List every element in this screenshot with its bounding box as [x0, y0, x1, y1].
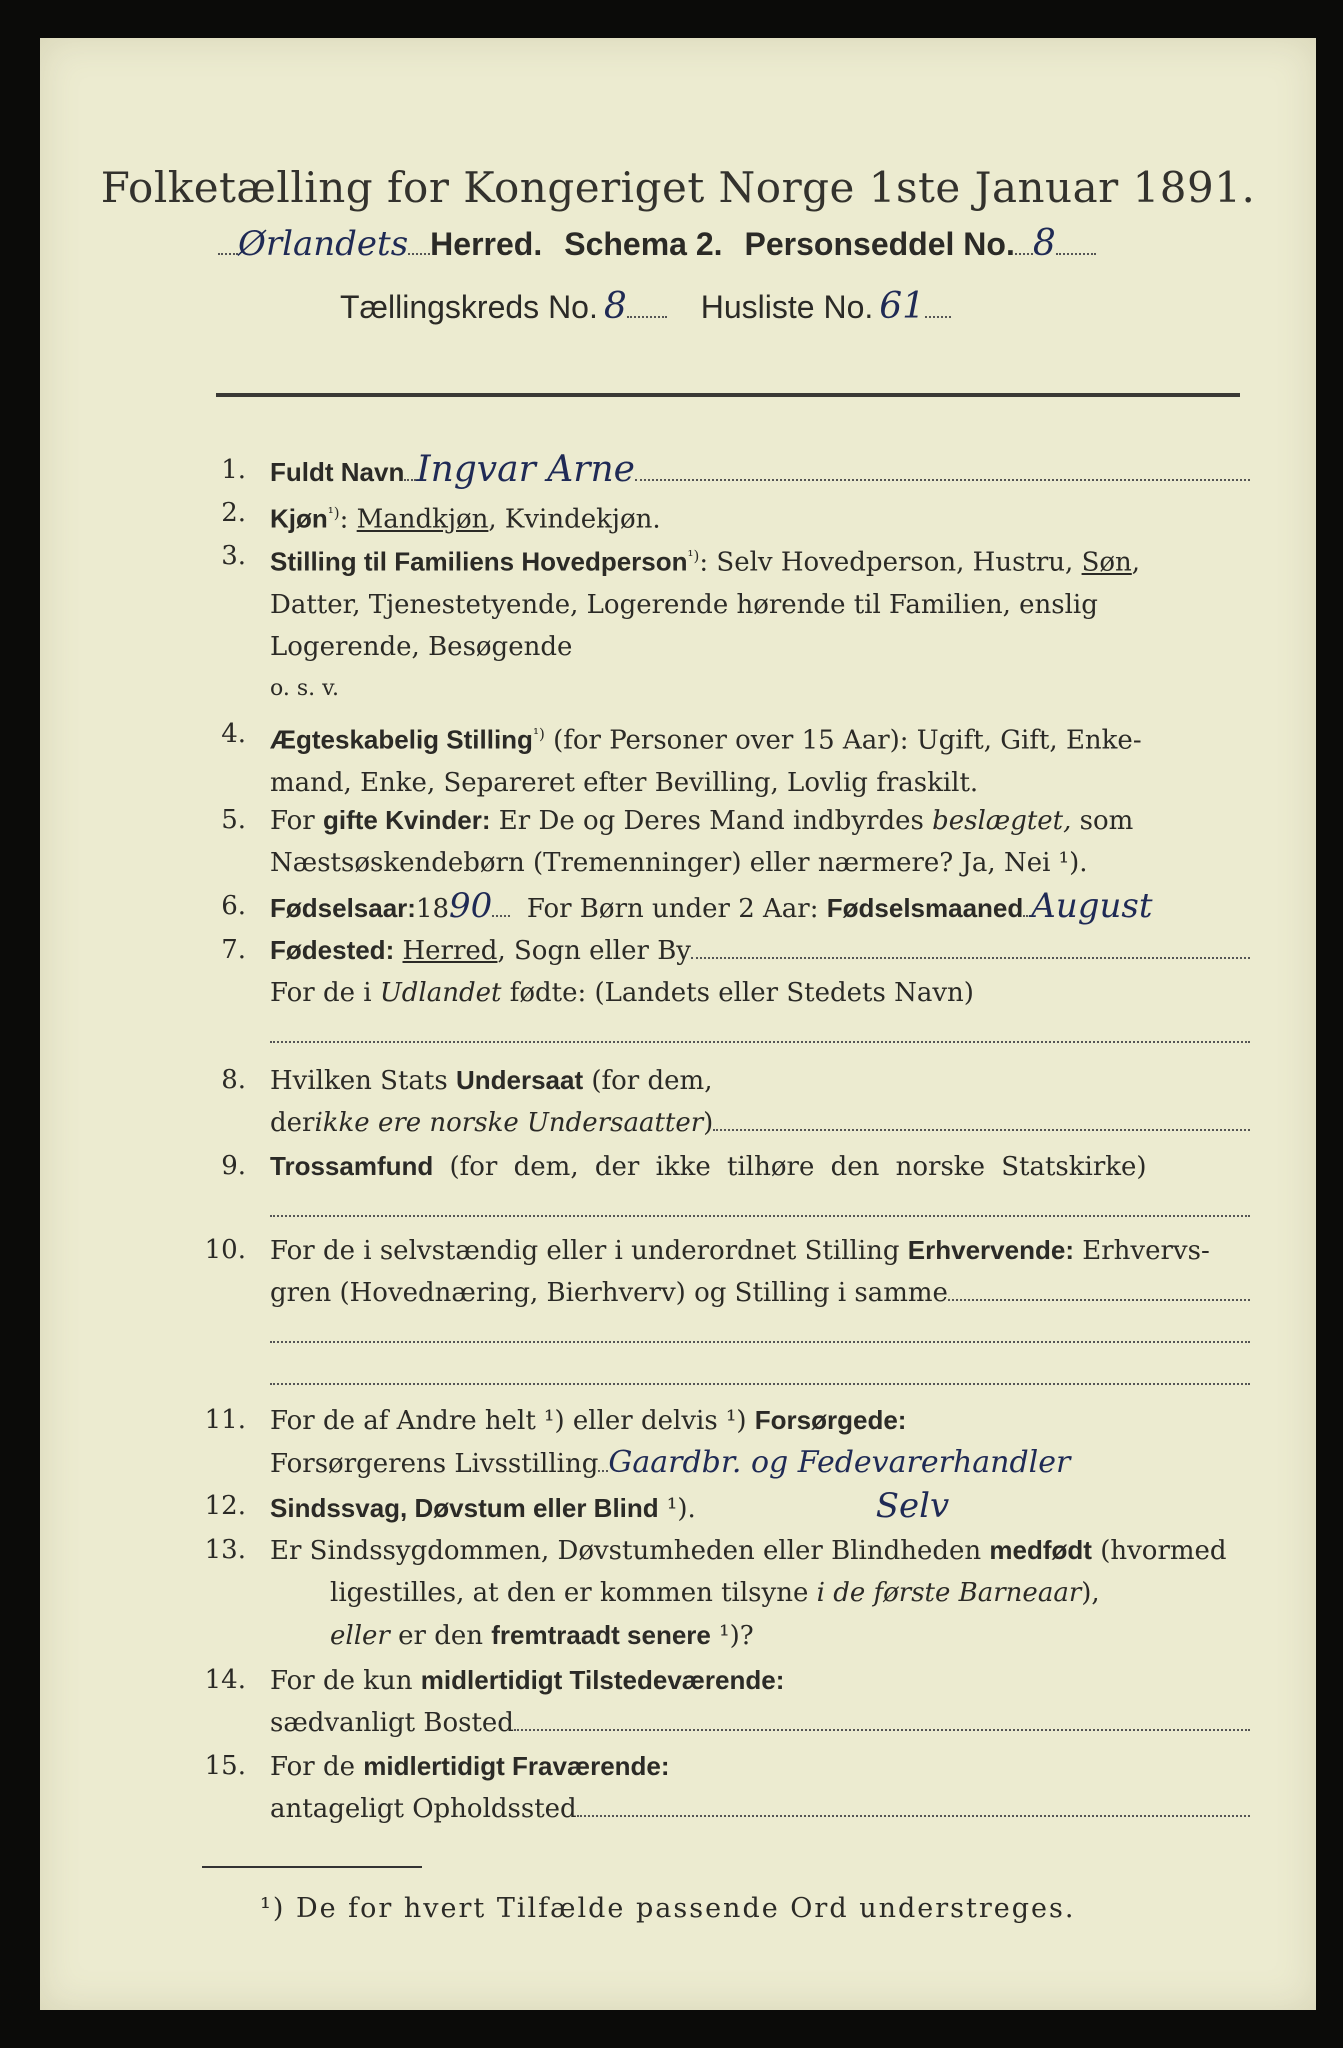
- text: fødte: (Landets eller Stedets Navn): [501, 978, 974, 1008]
- item-number: 4.: [221, 719, 246, 749]
- occupation-label: Erhvervende:: [907, 1235, 1074, 1265]
- footnote-marker: ¹): [532, 725, 545, 743]
- text: som: [1071, 806, 1134, 836]
- footnote-marker: ¹): [327, 504, 340, 522]
- header-rule: [216, 393, 1240, 397]
- text: For de: [270, 1752, 364, 1782]
- herred-value: Ørlandets: [238, 224, 409, 264]
- herred-label: Herred.: [430, 226, 543, 262]
- text: ¹)?: [710, 1621, 754, 1651]
- personseddel-label: Personseddel No.: [744, 226, 1015, 262]
- husliste-value: 61: [879, 286, 926, 327]
- text: (for dem, der ikke tilhøre den norske Statskirke): [433, 1152, 1147, 1182]
- birth-year-value: 90: [449, 886, 493, 926]
- text: ¹).: [658, 1494, 696, 1524]
- text: eller: [330, 1621, 390, 1651]
- item-number: 15.: [204, 1751, 246, 1781]
- item-number: 3.: [221, 541, 246, 571]
- item-3: [190, 536, 1250, 706]
- text: mand, Enke, Separeret efter Bevilling, Lovlig fraskilt.: [270, 767, 979, 798]
- religion-label: Trossamfund: [270, 1151, 434, 1181]
- text: (for dem,: [583, 1066, 713, 1096]
- item-number: 14.: [204, 1665, 246, 1695]
- item-number: 10.: [204, 1235, 246, 1265]
- text: Er De og Deres Mand indbyrdes: [490, 806, 933, 836]
- item-number: 5.: [221, 805, 246, 835]
- text: ligestilles, at den er kommen tilsyne: [330, 1578, 817, 1608]
- family-position-label: Stilling til Familiens Hovedperson: [270, 546, 688, 577]
- kreds-line: [340, 286, 1140, 327]
- text: Er Sindssygdommen, Døvstumheden eller Blindheden: [270, 1536, 990, 1566]
- sex-label: Kjøn: [270, 503, 328, 534]
- birthplace-selected: Herred: [402, 936, 498, 966]
- footnote-rule: [202, 1866, 422, 1868]
- text: sædvanligt Bosted: [270, 1708, 514, 1738]
- family-position-selected: Søn: [1081, 547, 1132, 578]
- personseddel-value: 8: [1032, 223, 1056, 264]
- item-number: 11.: [204, 1405, 246, 1435]
- kreds-value: 8: [603, 286, 627, 327]
- text: : Selv Hovedperson, Hustru,: [699, 547, 1082, 578]
- item-number: 12.: [204, 1491, 246, 1521]
- text: o. s. v.: [270, 675, 339, 701]
- temporary-present-label: midlertidigt Tilstedeværende:: [420, 1665, 785, 1695]
- sex-selected: Mandkjøn: [356, 504, 489, 535]
- text: Erhvervs-: [1073, 1236, 1210, 1266]
- text: ikke ere norske Undersaatter: [314, 1108, 704, 1138]
- text: For de kun: [270, 1666, 421, 1696]
- text: , Kvindekjøn.: [488, 504, 661, 535]
- item-number: 9.: [221, 1151, 246, 1181]
- birth-month-label: Fødselsmaaned: [826, 893, 1024, 923]
- text: ),: [1081, 1578, 1100, 1608]
- schema-label: Schema 2.: [564, 226, 723, 262]
- text: For de af Andre helt ¹) eller delvis ¹): [270, 1406, 755, 1436]
- provider-occupation-value: Gaardbr. og Fedevarerhandler: [608, 1445, 1071, 1480]
- text: For Børn under 2 Aar:: [510, 894, 827, 924]
- birthplace-label: Fødested:: [270, 935, 395, 965]
- text: ): [703, 1108, 714, 1138]
- temporary-absent-label: midlertidigt Fraværende:: [363, 1751, 670, 1781]
- form-title: Folketælling for Kongeriget Norge 1ste Januar 1891.: [100, 163, 1256, 212]
- husliste-label: Husliste No.: [700, 289, 874, 325]
- text: er den: [389, 1621, 492, 1651]
- text: For de i selvstændig eller i underordnet Stilling: [270, 1236, 908, 1266]
- text: For de i: [270, 978, 380, 1008]
- text: Næstsøskendebørn (Tremenninger) eller nærmere? Ja, Nei ¹).: [270, 848, 1088, 878]
- text: , Sogn eller By: [497, 936, 691, 966]
- birth-year-label: Fødselsaar:: [270, 893, 416, 923]
- text: For: [270, 806, 323, 836]
- text: i de første Barneaar: [816, 1578, 1082, 1608]
- item-number: 6.: [221, 891, 246, 921]
- text: gren (Hovednæring, Bierhverv) og Stilling i samme: [270, 1278, 948, 1308]
- footnote: ¹) De for hvert Tilfælde passende Ord understreges.: [260, 1893, 1076, 1924]
- disability-value: Selv: [875, 1486, 950, 1526]
- supported-label: Forsørgede:: [754, 1405, 907, 1435]
- text: Hvilken Stats: [270, 1066, 456, 1096]
- full-name-value: Ingvar Arne: [416, 449, 635, 490]
- text: der: [270, 1108, 315, 1138]
- text: beslægtet,: [932, 806, 1072, 836]
- text: 18: [415, 894, 450, 924]
- text: antageligt Opholdssted: [270, 1794, 577, 1824]
- text: Udlandet: [379, 978, 502, 1008]
- congenital-label: medfødt: [989, 1535, 1092, 1565]
- footnote-marker: ¹): [687, 547, 700, 565]
- item-number: 8.: [221, 1065, 246, 1095]
- item-number: 2.: [221, 498, 246, 528]
- text: ,: [1131, 547, 1141, 578]
- text: Logerende, Besøgende: [270, 631, 573, 662]
- birth-month-value: August: [1031, 886, 1153, 926]
- text: Forsørgerens Livsstilling: [270, 1449, 599, 1479]
- kreds-label: Tællingskreds No.: [340, 289, 598, 325]
- marital-status-label: Ægteskabelig Stilling: [270, 724, 533, 755]
- herred-line: [218, 223, 1248, 264]
- census-form: [40, 38, 1316, 2010]
- item-number: 1.: [221, 455, 246, 485]
- text: Datter, Tjenestetyende, Logerende hørende til Familien, enslig: [270, 589, 1098, 620]
- item-number: 7.: [221, 935, 246, 965]
- text: :: [339, 504, 357, 535]
- acquired-later-label: fremtraadt senere: [491, 1620, 711, 1650]
- full-name-label: Fuldt Navn: [270, 457, 405, 487]
- text: (hvormed: [1091, 1536, 1227, 1566]
- married-women-label: gifte Kvinder:: [322, 805, 491, 835]
- citizenship-label: Undersaat: [455, 1065, 584, 1095]
- disability-label: Sindssvag, Døvstum eller Blind: [270, 1493, 659, 1523]
- item-number: 13.: [204, 1535, 246, 1565]
- text: (for Personer over 15 Aar): Ugift, Gift, Enke-: [544, 725, 1142, 756]
